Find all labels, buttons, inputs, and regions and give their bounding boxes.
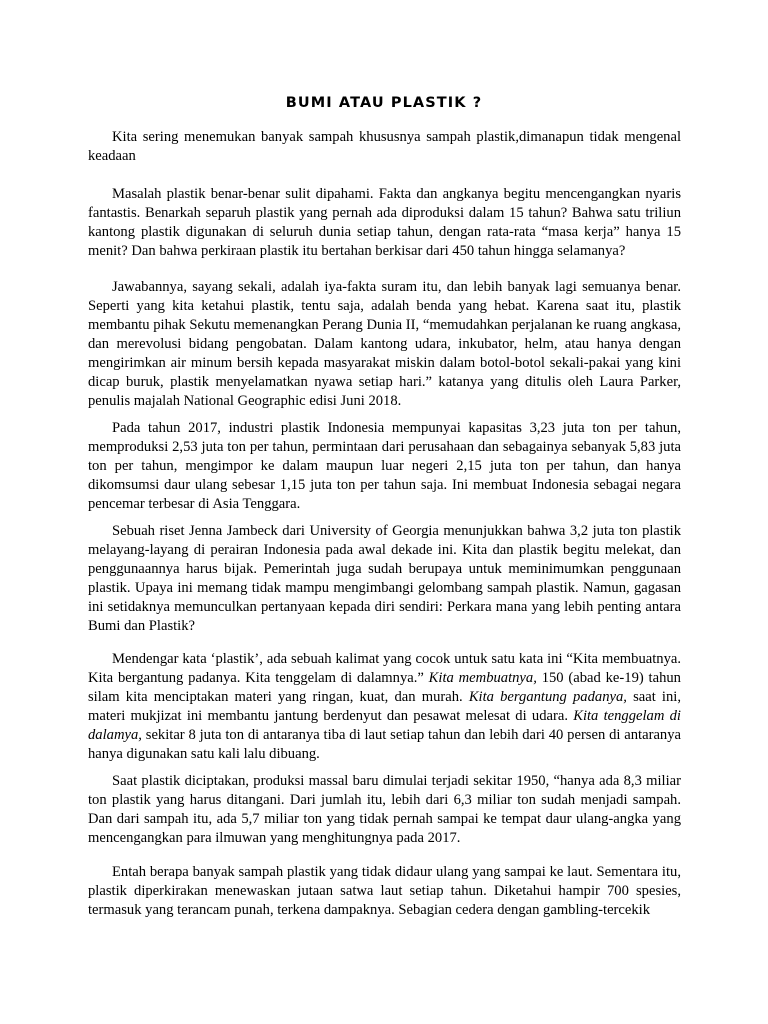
paragraph-2-text: Masalah plastik benar-benar sulit dipahami. Fakta dan angkanya begitu mencengangkan nyaris fantastis. Benarkah separuh plastik yang pernah ada diproduksi dalam 15 tahun? Bahwa satu triliun kantong plastik digunakan di seluruh dunia setiap tahun, dengan rata-rata “masa kerja” hanya 15 menit? Dan bahwa perkiraan plastik itu bertahan berkisar dari 450 tahun hingga selamanya?	[88, 186, 681, 259]
paragraph-8	[88, 863, 681, 920]
paragraph-6-part3: saat ini, materi mukjizat ini membantu jantung berdenyut dan pesawat melesat di udara.	[88, 689, 681, 724]
paragraph-1-text: Kita sering menemukan banyak sampah khususnya sampah plastik,dimanapun tidak mengenal keadaan	[88, 129, 681, 164]
paragraph-7-text: Saat plastik diciptakan, produksi massal baru dimulai terjadi sekitar 1950, “hanya ada 8,3 miliar ton plastik yang harus ditangani. Dari jumlah itu, lebih dari 6,3 miliar ton sudah menjadi sampah. Dan dari sampah itu, ada 5,7 miliar ton yang tidak pernah sampai ke tempat daur ulang-angka yang mencengangkan para ilmuwan yang menghitungnya pada 2017.	[88, 773, 681, 846]
paragraph-2	[88, 185, 681, 261]
paragraph-3-text: Jawabannya, sayang sekali, adalah iya-fakta suram itu, dan lebih banyak lagi semuanya benar. Seperti yang kita ketahui plastik, tentu saja, adalah benda yang hebat. Karena saat itu, plastik membantu pihak Sekutu memenangkan Perang Dunia II, “memudahkan perjalanan ke ruang angkasa, dan merevolusi bidang pengobatan. Dalam kantong udara, inkubator, helm, atau hanya dengan mengirimkan air minum bersih kepada masyarakat miskin dalam botol-botol sekali-pakai yang kini dicap buruk, plastik menyelamatkan nyawa setiap hari.” katanya yang ditulis oleh Laura Parker, penulis majalah National Geographic edisi Juni 2018.	[88, 279, 681, 409]
document-title: BUMI ATAU PLASTIK ?	[285, 95, 483, 111]
paragraph-5	[88, 522, 681, 636]
paragraph-6-italic1: Kita membuatnya,	[428, 670, 537, 686]
paragraph-7	[88, 772, 681, 848]
paragraph-6-part2: 150 (abad ke-19) tahun silam kita menciptakan materi yang ringan, kuat, dan murah.	[88, 670, 681, 705]
paragraph-5-text: Sebuah riset Jenna Jambeck dari University of Georgia menunjukkan bahwa 3,2 juta ton plastik melayang-layang di perairan Indonesia pada awal dekade ini. Kita dan plastik begitu melekat, dan penggunaannya harus bijak. Pemerintah juga sudah berupaya untuk meminimumkan penggunaan plastik. Upaya ini memang tidak mampu mengimbangi gelombang sampah plastik. Namun, gagasan ini setidaknya memunculkan pertanyaan kepada diri sendiri: Perkara mana yang lebih penting antara Bumi dan Plastik?	[88, 523, 681, 634]
paragraph-4-text: Pada tahun 2017, industri plastik Indonesia mempunyai kapasitas 3,23 juta ton per tahun, memproduksi 2,53 juta ton per tahun, permintaan dari perusahaan dan sebagainya sebanyak 5,83 juta ton per tahun, mengimpor ke dalam maupun luar negeri 2,15 juta ton per tahun, dan hanya dikomsumsi daur ulang sebesar 1,15 juta ton per tahun saja. Ini membuat Indonesia sebagai negara pencemar terbesar di Asia Tenggara.	[88, 420, 681, 512]
paragraph-6-part1: Mendengar kata ‘plastik’, ada sebuah kalimat yang cocok untuk satu kata ini “Kita membuatnya. Kita bergantung padanya. Kita tenggelam di dalamnya.”	[88, 651, 681, 686]
paragraph-8-text: Entah berapa banyak sampah plastik yang tidak didaur ulang yang sampai ke laut. Sementara itu, plastik diperkirakan menewaskan jutaan satwa laut setiap tahun. Diketahui hampir 700 spesies, termasuk yang terancam punah, terkena dampaknya. Sebagian cedera dengan gambling-tercekik	[88, 864, 681, 918]
paragraph-4	[88, 419, 681, 514]
paragraph-6	[88, 650, 681, 764]
paragraph-1	[88, 128, 681, 166]
paragraph-6-part4: sekitar 8 juta ton di antaranya tiba di laut setiap tahun dan lebih dari 40 persen di antaranya hanya digunakan satu kali lalu dibuang.	[88, 727, 681, 762]
paragraph-3	[88, 278, 681, 411]
paragraph-6-italic3: Kita tenggelam di dalamya,	[88, 708, 681, 743]
paragraph-6-italic2: Kita bergantung padanya,	[468, 689, 627, 705]
